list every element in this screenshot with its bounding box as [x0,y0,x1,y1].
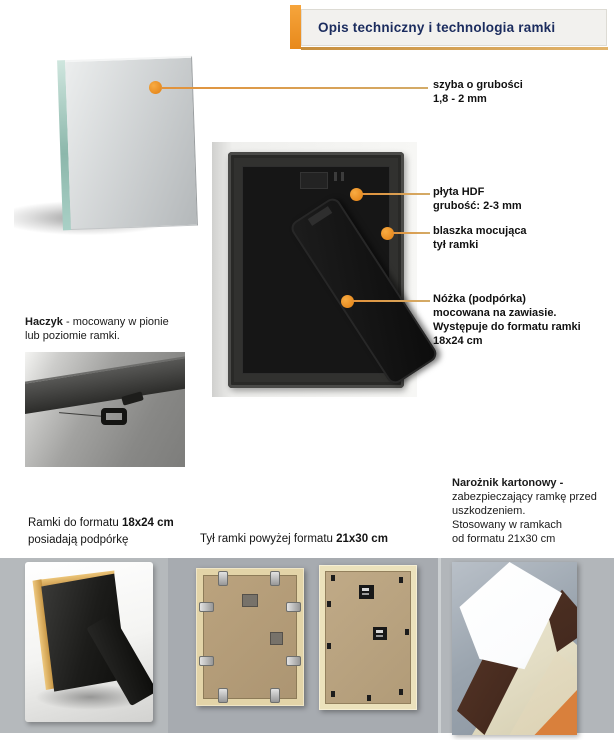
caption-large-size: 21x30 cm [336,533,388,545]
hdf-label [433,185,522,213]
plate-label-line1: blaszka mocująca [433,225,527,237]
hdf-label-line2: grubość: 2-3 mm [433,200,522,212]
staple-point [331,575,335,581]
frame-back-hanger-hook2 [341,172,344,181]
staple-point [367,695,371,701]
caption-small-frames [28,515,174,549]
caption-small-pre: Ramki do formatu [28,517,122,529]
hook-note-term: Haczyk [25,316,63,328]
stand-label-line3: Występuje do formatu ramki [433,321,581,333]
metal-clip [199,656,214,666]
glass-label [433,78,523,106]
metal-clip [218,688,228,703]
metal-clip [270,688,280,703]
page-title: Opis techniczny i technologia ramki [318,20,556,35]
callout-line-plate [393,232,430,234]
staple-point [331,691,335,697]
stand-label-line2: mocowana na zawiasie. [433,307,557,319]
caption-small-size: 18x24 cm [121,517,174,529]
caption-large-pre: Tył ramki powyżej formatu [200,533,337,545]
hook-frame-edge [25,353,185,415]
callout-line-hdf [362,193,430,195]
frame-back-hanger-hook [334,172,337,181]
corner-note-term: Narożnik kartonowy - [452,477,564,489]
hdf-label-line1: płyta HDF [433,186,485,198]
frame-back-hanger-plate [300,172,328,189]
hook-ring [101,408,127,425]
hanger-plate [242,594,258,607]
stand-label-line1: Nóżka (podpórka) [433,293,526,305]
glass-pane-face [65,56,198,230]
metal-clip [218,571,228,586]
corner-note-line5: od formatu 21x30 cm [452,533,556,545]
header [301,9,607,46]
glass-label-line2: 1,8 - 2 mm [433,93,487,105]
fitting-slot [362,588,369,591]
hanger-fitting [373,627,387,640]
staple-point [327,601,331,607]
glass-pane [57,56,199,231]
plate-label-line2: tył ramki [433,239,479,251]
metal-clip [286,656,301,666]
fitting-slot2 [362,593,369,595]
plate-label [433,224,527,252]
frame-back-21x30-photo [196,568,304,706]
staple-point [399,689,403,695]
hook-photo [25,352,185,467]
frame-with-stand-photo [25,562,153,722]
hook-note-line2: lub poziomie ramki. [25,330,120,342]
stand-label-line4: 18x24 cm [433,335,483,347]
staple-point [405,629,409,635]
staple-point [399,577,403,583]
glass-pane-photo [12,55,232,237]
metal-clip [199,602,214,612]
stand-label [433,292,581,348]
header-accent-bar [290,5,301,49]
corner-note [452,476,612,546]
corner-note-line4: Stosowany w ramkach [452,519,563,531]
staple-point [327,643,331,649]
corner-note-line3: uszkodzeniem. [452,505,526,517]
fitting-slot2 [376,635,383,637]
frame-back-photo [212,142,417,397]
fitting-slot [376,630,383,633]
metal-clip [286,602,301,612]
hanger-fitting [359,585,374,599]
hook-cord [59,412,103,417]
corner-protector-photo [452,562,577,735]
caption-large-frames [200,531,388,548]
hook-note [25,315,220,343]
header-underline [301,47,608,50]
glass-label-line1: szyba o grubości [433,79,523,91]
frame-back-staples-photo [319,565,417,710]
callout-line-glass [161,87,428,89]
callout-line-stand [353,300,430,302]
caption-small-line2: posiadają podpórkę [28,534,129,546]
hanger-plate [270,632,283,645]
metal-clip [270,571,280,586]
hook-note-rest: - mocowany w pionie [62,316,169,328]
corner-note-line2: zabezpieczający ramkę przed [452,491,597,503]
